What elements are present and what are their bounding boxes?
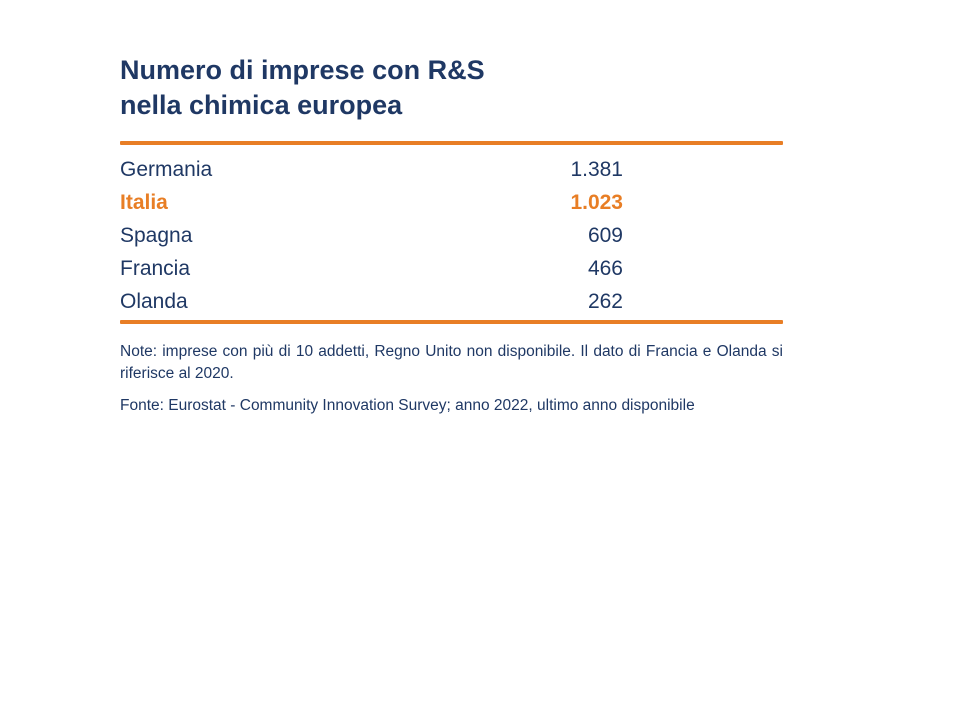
page-title-line1: Numero di imprese con R&S — [120, 55, 485, 85]
source-text: Fonte: Eurostat - Community Innovation Survey; anno 2022, ultimo anno disponibile — [120, 397, 695, 414]
table-row — [120, 153, 623, 186]
page-title-line2: nella chimica europea — [120, 90, 403, 120]
country-value: 466 — [587, 256, 623, 280]
country-label: Germania — [120, 157, 213, 181]
table-row — [120, 252, 623, 285]
country-value: 262 — [587, 289, 623, 313]
footnotes — [120, 341, 783, 427]
country-value: 1.381 — [570, 157, 623, 181]
note-text: Note: imprese con più di 10 addetti, Regno Unito non disponibile. Il dato di Francia e Olanda si riferisce al 2020. — [120, 343, 783, 382]
country-label: Olanda — [120, 289, 188, 313]
country-label: Spagna — [120, 223, 193, 247]
country-table — [120, 153, 623, 318]
table-row — [120, 219, 623, 252]
divider-top — [120, 141, 783, 145]
country-label: Italia — [120, 190, 168, 214]
country-label: Francia — [120, 256, 191, 280]
page-title — [120, 53, 485, 123]
divider-bottom — [120, 320, 783, 324]
country-value: 1.023 — [570, 190, 623, 214]
table-row — [120, 186, 623, 219]
table-row — [120, 285, 623, 318]
country-value: 609 — [587, 223, 623, 247]
